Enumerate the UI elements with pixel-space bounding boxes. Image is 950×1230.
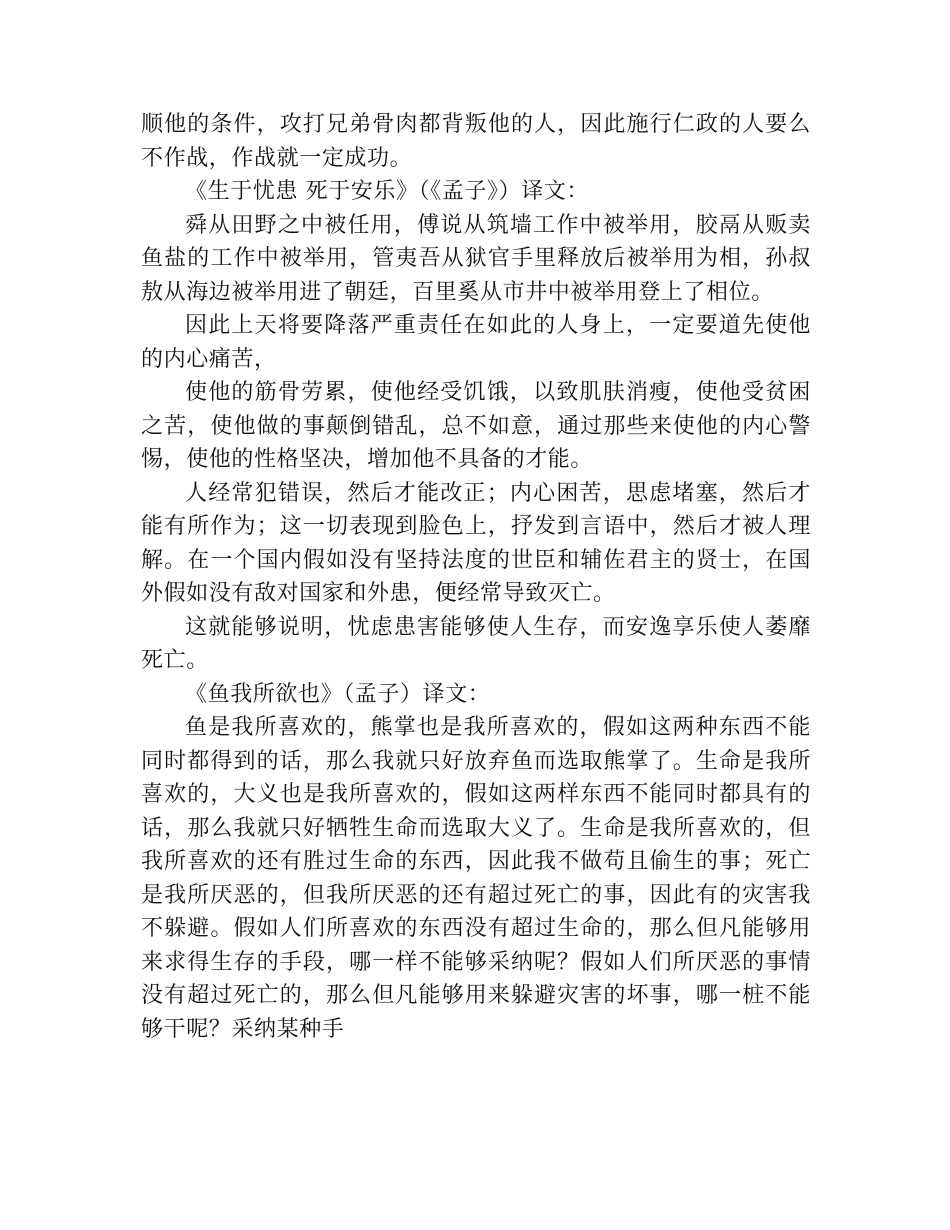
paragraph: 鱼是我所喜欢的，熊掌也是我所喜欢的，假如这两种东西不能同时都得到的话，那么我就只好放弃鱼而选取熊掌了。生命是我所喜欢的，大义也是我所喜欢的，假如这两样东西不能同时都具有的话，那么我就只好牺牲生命而选取大义了。生命是我所喜欢的，但我所喜欢的还有胜过生命的东西，因此我不做苟且偷生的事；死亡是我所厌恶的，但我所厌恶的还有超过死亡的事，因此有的灾害我不躲避。假如人们所喜欢的东西没有超过生命的，那么但凡能够用来求得生存的手段，哪一样不能够采纳呢？假如人们所厌恶的事情没有超过死亡的，那么但凡能够用来躲避灾害的坏事，哪一桩不能够干呢？采纳某种手 — [141, 715, 811, 1042]
document-page — [141, 108, 811, 1046]
paragraph: 这就能够说明，忧虑患害能够使人生存，而安逸享乐使人萎靡死亡。 — [141, 614, 811, 673]
section-heading-yu-wo-suo-yu: 《鱼我所欲也》（孟子）译文： — [185, 681, 491, 707]
section-heading-shengyu-youhuan: 《生于忧患 死于安乐》（《孟子》）译文： — [185, 179, 589, 204]
paragraph: 因此上天将要降落严重责任在如此的人身上，一定要道先使他的内心痛苦， — [141, 313, 811, 372]
paragraph: 舜从田野之中被任用，傅说从筑墙工作中被举用，胶鬲从贩卖鱼盐的工作中被举用，管夷吾从狱官手里释放后被举用为相，孙叔敖从海边被举用进了朝廷，百里奚从市井中被举用登上了相位。 — [141, 212, 811, 305]
paragraph: 人经常犯错误，然后才能改正；内心困苦，思虑堵塞，然后才能有所作为；这一切表现到脸色上，抒发到言语中，然后才被人理解。在一个国内假如没有坚持法度的世臣和辅佐君主的贤士，在国外假如没有敌对国家和外患，便经常导致灭亡。 — [141, 480, 811, 606]
paragraph-continuation: 顺他的条件，攻打兄弟骨肉都背叛他的人，因此施行仁政的人要么不作战，作战就一定成功。 — [141, 112, 811, 171]
paragraph: 使他的筋骨劳累，使他经受饥饿，以致肌肤消瘦，使他受贫困之苦，使他做的事颠倒错乱，总不如意，通过那些来使他的内心警惕，使他的性格坚决，增加他不具备的才能。 — [141, 380, 811, 472]
